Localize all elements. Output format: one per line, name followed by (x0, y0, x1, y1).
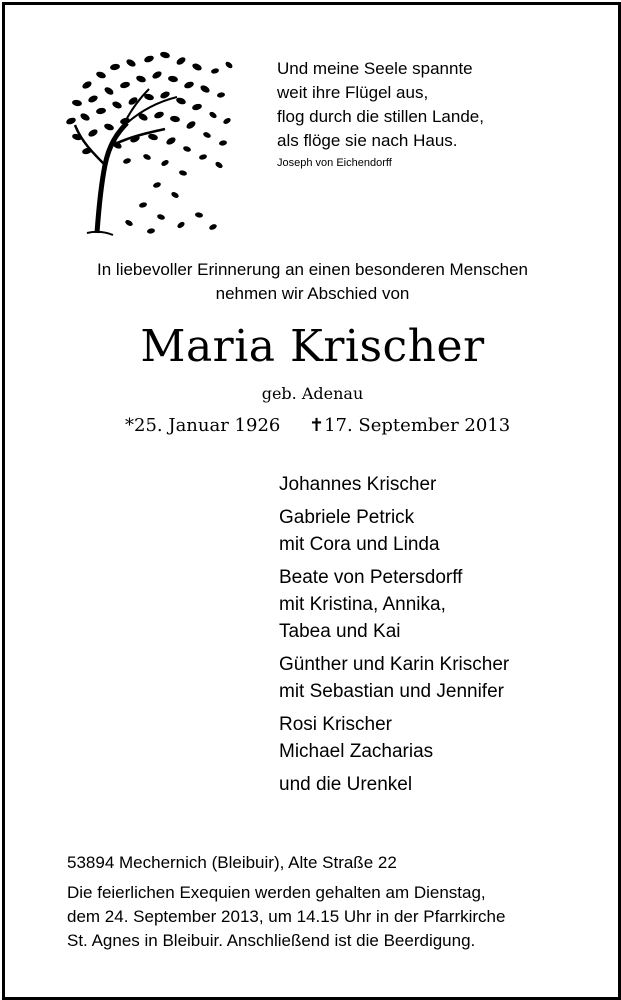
poem-block (277, 57, 484, 171)
mourner-name: und die Urenkel (279, 774, 413, 795)
funeral-line: Die feierlichen Exequien werden gehalten am Dienstag, (67, 883, 486, 902)
mourner-name: mit Kristina, Annika, (279, 594, 446, 615)
mourner-name: mit Sebastian und Jennifer (279, 681, 504, 702)
mourner-name: Tabea und Kai (279, 621, 401, 642)
mourner-name: Johannes Krischer (279, 474, 437, 495)
address: 53894 Mechernich (Bleibuir), Alte Straße 22 (67, 853, 397, 872)
mourner-name: Rosi Krischer (279, 714, 392, 735)
intro-line: In liebevoller Erinnerung an einen besonderen Menschen (97, 260, 528, 279)
deceased-name: Maria Krischer (140, 321, 485, 372)
intro-line: nehmen wir Abschied von (215, 284, 410, 303)
mourner-group (279, 651, 509, 705)
poem-line: als flöge sie nach Haus. (277, 131, 458, 150)
birth-date: *25. Januar 1926 (125, 415, 281, 436)
mourner-name: Michael Zacharias (279, 741, 434, 762)
mourner-group (279, 564, 509, 645)
mourner-name: Günther und Karin Krischer (279, 654, 510, 675)
funeral-line: St. Agnes in Bleibuir. Anschließend ist die Beerdigung. (67, 931, 476, 950)
mourner-group (279, 471, 509, 498)
maiden-name: geb. Adenau (261, 384, 364, 403)
mourner-name: Gabriele Petrick (279, 507, 415, 528)
mourner-group (279, 504, 509, 558)
poem-line: weit ihre Flügel aus, (277, 83, 429, 102)
mourner-name: mit Cora und Linda (279, 534, 440, 555)
mourner-name: Beate von Petersdorff (279, 567, 463, 588)
death-date: ✝17. September 2013 (309, 415, 511, 436)
mourner-group (279, 711, 509, 765)
poem-author: Joseph von Eichendorff (277, 157, 392, 169)
funeral-line: dem 24. September 2013, um 14.15 Uhr in der Pfarrkirche (67, 907, 506, 926)
obituary-notice (2, 2, 621, 1000)
windblown-tree-icon (57, 45, 237, 245)
poem-line: flog durch die stillen Lande, (277, 107, 484, 126)
poem-line: Und meine Seele spannte (277, 59, 473, 78)
mourner-group (279, 771, 509, 798)
funeral-details (67, 881, 505, 953)
mourners-list (279, 471, 509, 804)
